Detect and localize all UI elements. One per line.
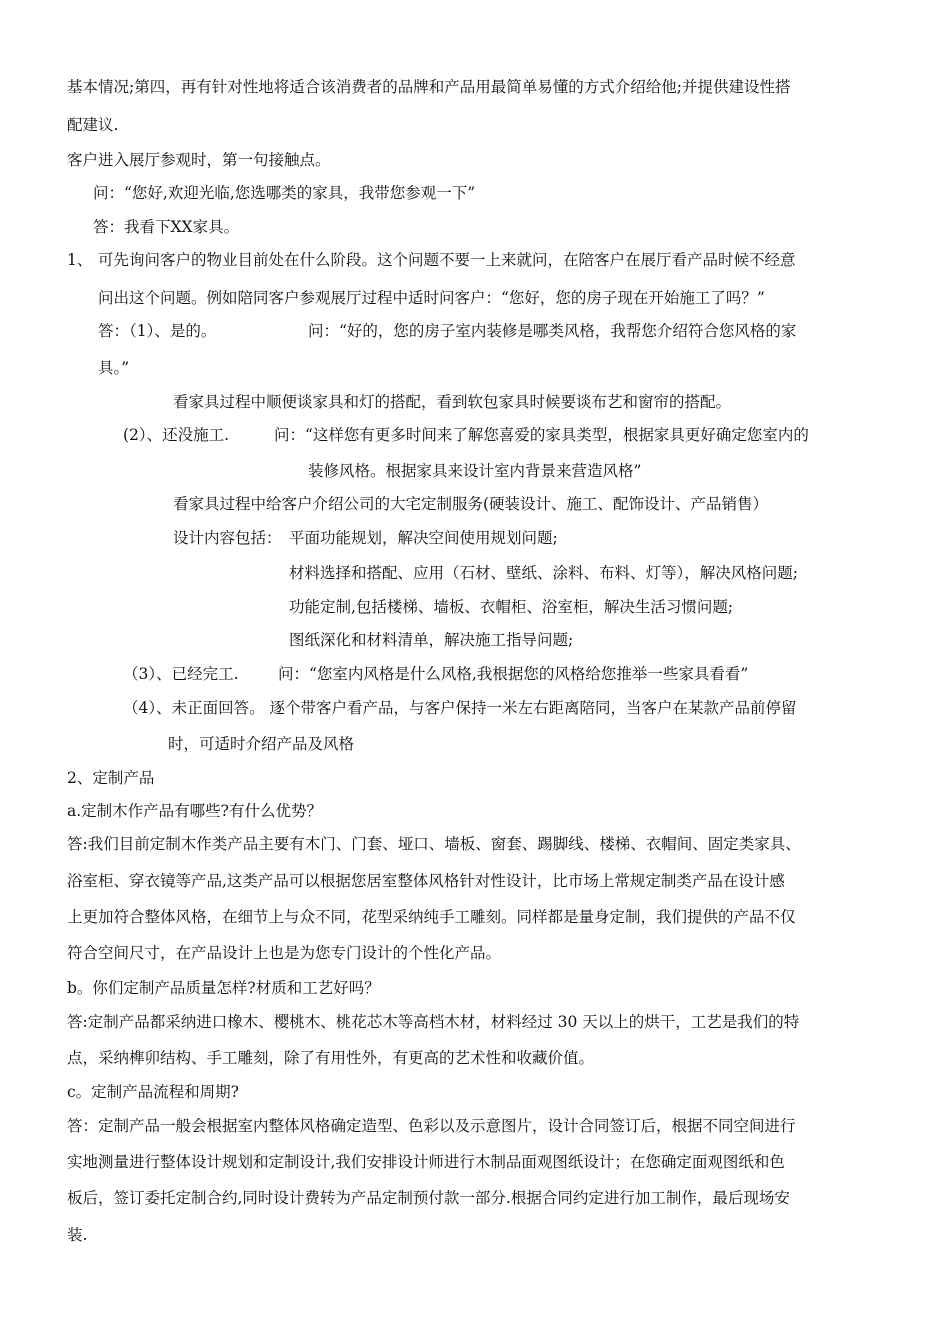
case-2-question-line-2: 装修风格。根据家具来设计室内背景来营造风格” [308, 462, 642, 480]
answer-a-line: 浴室柜、穿衣镜等产品,这类产品可以根据您居室整体风格针对性设计，比市场上常规定制类产品在设计感 [67, 872, 785, 890]
section-1-number: 1、 [67, 251, 93, 269]
contact-point-heading: 客户进入展厅参观时，第一句接触点。 [67, 151, 331, 169]
intro-line-1: 基本情况;第四，再有针对性地将适合该消费者的品牌和产品用最简单易懂的方式介绍给他;并提供建设性搭 [67, 78, 791, 96]
design-item: 功能定制,包括楼梯、墙板、衣帽柜、浴室柜，解决生活习惯问题; [289, 598, 734, 616]
answer-b-line: 点，采纳榫卯结构、手工雕刻，除了有用性外，有更高的艺术性和收藏价值。 [67, 1049, 595, 1067]
answer-a-line: 上更加符合整体风格，在细节上与众不同，花型采纳纯手工雕刻。同样都是量身定制，我们提供的产品不仅 [67, 908, 796, 926]
intro-line-2: 配建议. [67, 116, 119, 134]
design-item: 平面功能规划，解决空间使用规划问题; [289, 529, 558, 547]
answer-c-line: 答：定制产品一般会根据室内整体风格确定造型、色彩以及示意图片，设计合同签订后，根据不同空间进行 [67, 1117, 796, 1135]
case-2-label: (2）、还没施工. [123, 426, 230, 444]
answer-a-line: 答:我们目前定制木作类产品主要有木门、门套、垭口、墙板、窗套、踢脚线、楼梯、衣帽间、固定类家具、 [67, 835, 801, 853]
greeting-answer: 答：我看下XX家具。 [93, 218, 240, 236]
case-2-note: 看家具过程中给客户介绍公司的大宅定制服务(硬装设计、施工、配饰设计、产品销售） [173, 495, 769, 513]
section-2-heading: 2、定制产品 [67, 769, 155, 787]
design-item: 图纸深化和材料清单，解决施工指导问题; [289, 631, 574, 649]
case-1-note: 看家具过程中顺便谈家具和灯的搭配，看到软包家具时候要谈布艺和窗帘的搭配。 [173, 393, 732, 411]
greeting-question: 问：“您好,欢迎光临,您选哪类的家具，我带您参观一下” [93, 184, 476, 202]
answer-b-line: 答:定制产品都采纳进口橡木、樱桃木、桃花芯木等高档木材，材料经过 30 天以上的烘干，工艺是我们的特 [67, 1013, 800, 1031]
design-item: 材料选择和搭配、应用（石材、壁纸、涂料、布料、灯等），解决风格问题; [289, 564, 798, 582]
case-1-label: 答：（1）、是的。 [98, 322, 217, 340]
case-4-line-2: 时，可适时介绍产品及风格 [168, 735, 355, 753]
section-1-line-2: 问出这个问题。例如陪同客户参观展厅过程中适时问客户：“您好，您的房子现在开始施工了吗？” [98, 289, 765, 307]
section-1-line-1: 可先询问客户的物业目前处在什么阶段。这个问题不要一上来就问，在陪客户在展厅看产品时候不经意 [98, 251, 796, 269]
design-content-label: 设计内容包括： [173, 529, 282, 547]
answer-c-line: 装. [67, 1226, 88, 1244]
answer-c-line: 实地测量进行整体设计规划和定制设计,我们安排设计师进行木制品面观图纸设计；在您确定面观图纸和色 [67, 1153, 785, 1171]
answer-a-line: 符合空间尺寸，在产品设计上也是为您专门设计的个性化产品。 [67, 944, 502, 962]
case-3-label: （3）、已经完工. [123, 665, 239, 683]
question-a: a.定制木作产品有哪些?有什么优势？ [67, 802, 322, 820]
question-b: b。你们定制产品质量怎样?材质和工艺好吗？ [67, 979, 380, 997]
case-4-line-1: （4）、未正面回答。 逐个带客户看产品，与客户保持一米左右距离陪同，当客户在某款产品前停留 [123, 699, 797, 717]
question-c: c。定制产品流程和周期? [67, 1083, 239, 1101]
case-3-question: 问：“您室内风格是什么风格,我根据您的风格给您推举一些家具看看” [278, 665, 749, 683]
case-1-question-line-2: 具。” [98, 359, 130, 377]
case-2-question-line-1: 问：“这样您有更多时间来了解您喜爱的家具类型，根据家具更好确定您室内的 [274, 426, 809, 444]
case-1-question-line-1: 问：“好的，您的房子室内装修是哪类风格，我帮您介绍符合您风格的家 [308, 322, 797, 340]
answer-c-line: 板后，签订委托定制合约,同时设计费转为产品定制预付款一部分.根据合同约定进行加工制作，最后现场安 [67, 1189, 790, 1207]
